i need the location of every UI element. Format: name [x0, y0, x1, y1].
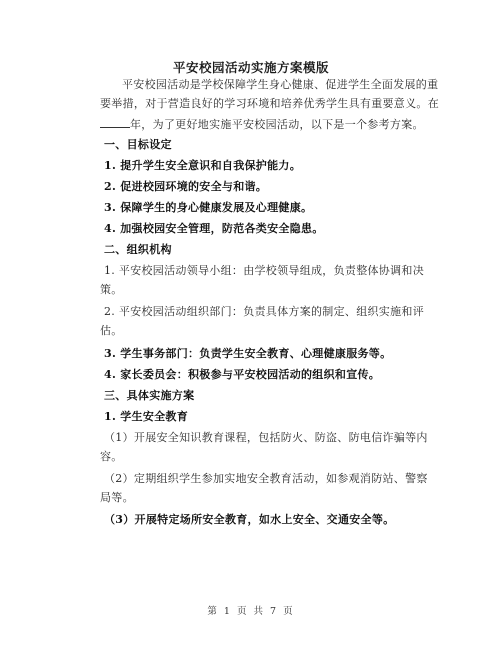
intro-line-3-text: 年，为了更好地实施平安校园活动，以下是一个参考方案。 — [130, 118, 424, 131]
section-1-heading: 一、目标设定 — [104, 138, 172, 151]
plan-item-1-line-2: 容。 — [100, 450, 123, 463]
subsection-1-heading: 1. 学生安全教育 — [104, 410, 189, 423]
plan-item-3: （3）开展特定场所安全教育，如水上安全、交通安全等。 — [104, 513, 395, 526]
page-footer: 第 1 页 共 7 页 — [207, 606, 295, 617]
intro-line-2: 要举措，对于营造良好的学习环境和培养优秀学生具有重要意义。在 — [100, 97, 439, 110]
plan-item-2-line-1: （2）定期组织学生参加实地安全教育活动，如参观消防站、警察 — [104, 472, 428, 485]
plan-item-1-line-1: （1）开展安全知识教育课程，包括防火、防盗、防电信诈骗等内 — [104, 431, 428, 444]
org-item-1-line-1: 1. 平安校园活动领导小组：由学校领导组成，负责整体协调和决 — [104, 264, 424, 277]
blank-year-field — [100, 117, 130, 128]
goal-item-4: 4. 加强校园安全管理，防范各类安全隐患。 — [104, 222, 324, 235]
org-item-3: 3. 学生事务部门：负责学生安全教育、心理健康服务等。 — [104, 347, 392, 360]
org-item-1-line-2: 策。 — [100, 283, 123, 296]
intro-line-1: 平安校园活动是学校保障学生身心健康、促进学生全面发展的重 — [122, 78, 439, 91]
plan-item-2-line-2: 局等。 — [100, 491, 134, 504]
org-item-4: 4. 家长委员会：积极参与平安校园活动的组织和宣传。 — [104, 368, 381, 381]
section-2-heading: 二、组织机构 — [104, 243, 172, 256]
org-item-2-line-2: 估。 — [100, 324, 123, 337]
intro-line-3 — [100, 117, 424, 132]
goal-item-3: 3. 保障学生的身心健康发展及心理健康。 — [104, 201, 313, 214]
goal-item-2: 2. 促进校园环境的安全与和谐。 — [104, 180, 268, 193]
document-title: 平安校园活动实施方案模版 — [172, 60, 329, 75]
org-item-2-line-1: 2. 平安校园活动组织部门：负责具体方案的制定、组织实施和评 — [104, 305, 424, 318]
section-3-heading: 三、具体实施方案 — [104, 389, 195, 402]
goal-item-1: 1. 提升学生安全意识和自我保护能力。 — [104, 159, 302, 172]
